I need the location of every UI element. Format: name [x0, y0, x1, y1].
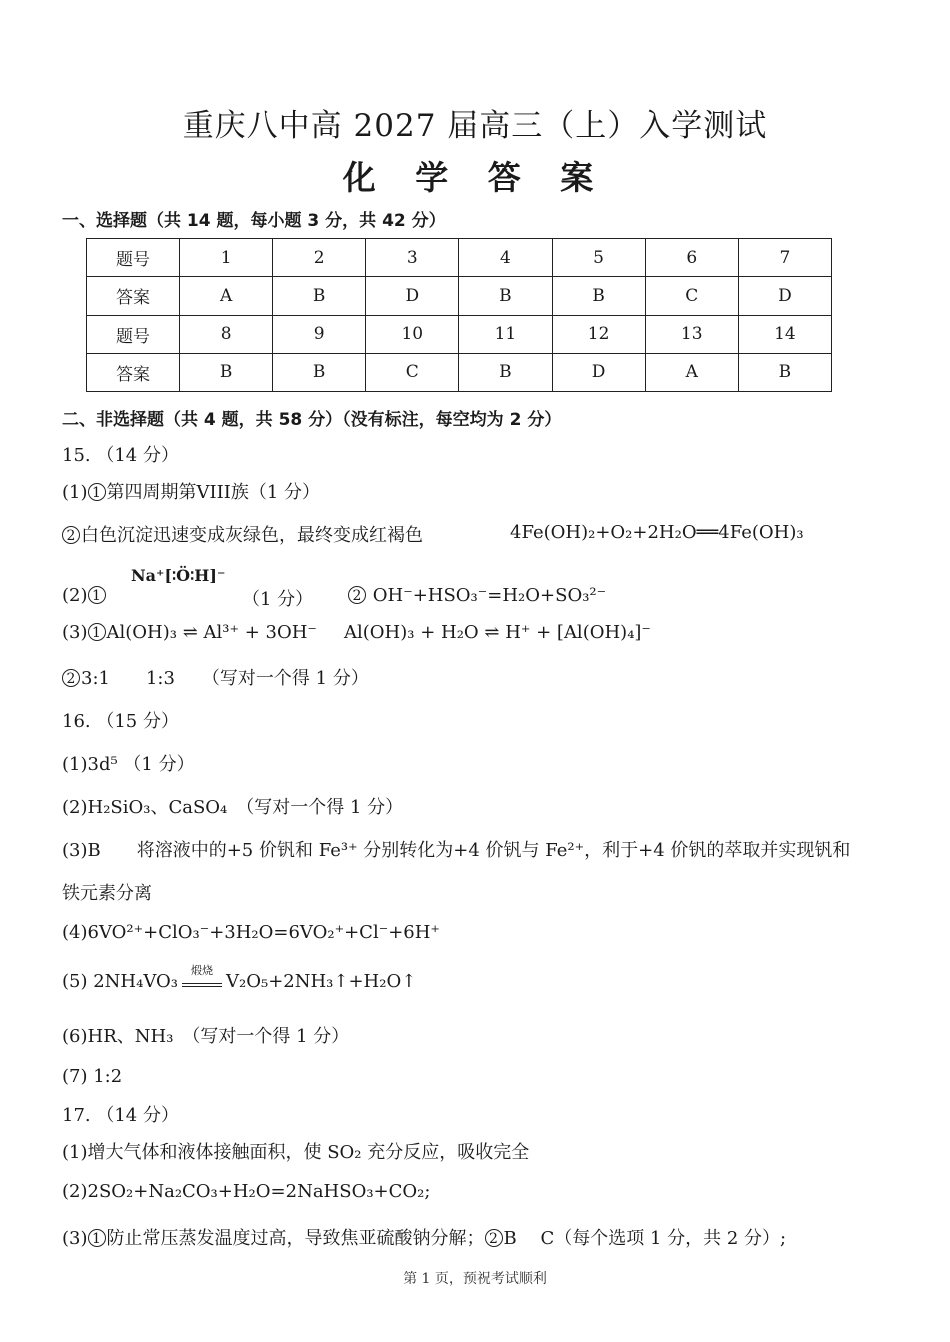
reaction-arrow: [182, 964, 222, 987]
q15-part3-sub2-line: [62, 664, 369, 690]
answer-text: 第四周期第VIII族（1 分）: [106, 482, 321, 503]
table-cell: D: [738, 277, 831, 315]
q16-line-7: (7) 1:2: [62, 1066, 123, 1087]
q15-equation: 4Fe(OH)₂+O₂+2H₂O══4Fe(OH)₃: [510, 522, 804, 543]
row-header-cell: 题号: [87, 239, 180, 277]
table-cell: 12: [552, 315, 645, 353]
q15-part2-note: （1 分）: [242, 589, 314, 610]
table-row: [87, 353, 832, 391]
section-2-heading: 二、非选择题（共 4 题，共 58 分）（没有标注，每空均为 2 分）: [62, 410, 562, 430]
table-cell: B: [180, 353, 273, 391]
row-header-cell: 答案: [87, 353, 180, 391]
table-row: [87, 277, 832, 315]
part-number: (3): [62, 622, 88, 643]
table-cell: C: [645, 277, 738, 315]
q17-line-3: [62, 1224, 786, 1250]
reaction-condition: 煅烧: [191, 964, 213, 977]
q15-part1-sub2-line: [62, 521, 423, 547]
q15-heading: 15. （14 分）: [62, 445, 179, 466]
table-cell: 3: [366, 239, 459, 277]
table-cell: B: [459, 277, 552, 315]
table-cell: 6: [645, 239, 738, 277]
equation-1: Al(OH)₃ ⇌ Al³⁺ + 3OH⁻: [106, 622, 317, 643]
page-footer: 第 1 页，预祝考试顺利: [403, 1271, 547, 1287]
answer-table: [86, 238, 832, 392]
table-cell: B: [273, 277, 366, 315]
q17-line-1: (1)增大气体和液体接触面积，使 SO₂ 充分反应，吸收完全: [62, 1142, 530, 1163]
circled-number-1: 1: [88, 483, 106, 501]
table-cell: B: [459, 353, 552, 391]
part-number: (2): [62, 585, 88, 606]
table-cell: 9: [273, 315, 366, 353]
page-subtitle: 化 学 答 案: [342, 158, 608, 197]
circled-number-1: 1: [88, 586, 106, 604]
table-cell: 13: [645, 315, 738, 353]
answer-text: B C（每个选项 1 分，共 2 分）;: [503, 1228, 787, 1249]
q16-line-3-cont: 铁元素分离: [62, 883, 152, 904]
table-cell: 7: [738, 239, 831, 277]
circled-number-1: 1: [88, 623, 106, 641]
table-cell: A: [645, 353, 738, 391]
table-cell: 8: [180, 315, 273, 353]
answer-text: 3:1 1:3 （写对一个得 1 分）: [81, 668, 369, 689]
table-cell: 10: [366, 315, 459, 353]
circled-number-2: 2: [485, 1229, 503, 1247]
table-cell: 5: [552, 239, 645, 277]
ionic-equation: OH⁻+HSO₃⁻=H₂O+SO₃²⁻: [372, 585, 607, 606]
q15-part3-line: [62, 622, 317, 643]
row-header-cell: 题号: [87, 315, 180, 353]
circled-number-2: 2: [348, 586, 366, 604]
table-cell: A: [180, 277, 273, 315]
table-cell: 2: [273, 239, 366, 277]
q15-part1-line: [62, 478, 320, 504]
table-cell: B: [552, 277, 645, 315]
q16-line-3: (3)B 将溶液中的+5 价钒和 Fe³⁺ 分别转化为+4 价钒与 Fe²⁺，利于+4 价钒的萃取并实现钒和: [62, 840, 851, 861]
equation-2: Al(OH)₃ + H₂O ⇌ H⁺ + [Al(OH)₄]⁻: [344, 622, 651, 643]
table-row: [87, 239, 832, 277]
q16-line-1: (1)3d⁵ （1 分）: [62, 754, 195, 775]
part-number: (1): [62, 482, 88, 503]
circled-number-1: 1: [88, 1229, 106, 1247]
row-header-cell: 答案: [87, 277, 180, 315]
table-cell: 14: [738, 315, 831, 353]
table-row: [87, 315, 832, 353]
q16-line-5: [62, 964, 417, 992]
circled-number-2: 2: [62, 526, 80, 544]
table-cell: D: [552, 353, 645, 391]
page-title: 重庆八中高 2027 届高三（上）入学测试: [182, 108, 768, 144]
table-cell: C: [366, 353, 459, 391]
answer-text: 防止常压蒸发温度过高，导致焦亚硫酸钠分解；: [106, 1228, 485, 1249]
section-1-heading: 一、选择题（共 14 题，每小题 3 分，共 42 分）: [62, 211, 446, 231]
part-number: (3): [62, 1228, 88, 1249]
reactant: (5) 2NH₄VO₃: [62, 971, 178, 992]
q16-line-4: (4)6VO²⁺+ClO₃⁻+3H₂O=6VO₂⁺+Cl⁻+6H⁺: [62, 922, 440, 943]
q17-heading: 17. （14 分）: [62, 1105, 179, 1126]
q16-line-6: (6)HR、NH₃ （写对一个得 1 分）: [62, 1026, 350, 1047]
q16-line-2: (2)H₂SiO₃、CaSO₄ （写对一个得 1 分）: [62, 797, 404, 818]
table-cell: B: [738, 353, 831, 391]
table-cell: 11: [459, 315, 552, 353]
table-cell: D: [366, 277, 459, 315]
table-cell: B: [273, 353, 366, 391]
q16-heading: 16. （15 分）: [62, 711, 179, 732]
answer-text: 白色沉淀迅速变成灰绿色，最终变成红褐色: [81, 525, 423, 546]
circled-number-2: 2: [62, 669, 80, 687]
lewis-structure: Na⁺[∶Ö∶H]⁻: [131, 566, 226, 585]
products: V₂O₅+2NH₃↑+H₂O↑: [226, 971, 417, 992]
table-cell: 1: [180, 239, 273, 277]
table-cell: 4: [459, 239, 552, 277]
q15-part2-line: [62, 585, 107, 606]
q17-line-2: (2)2SO₂+Na₂CO₃+H₂O=2NaHSO₃+CO₂;: [62, 1181, 431, 1202]
q15-part2-eq-line: [348, 585, 606, 606]
